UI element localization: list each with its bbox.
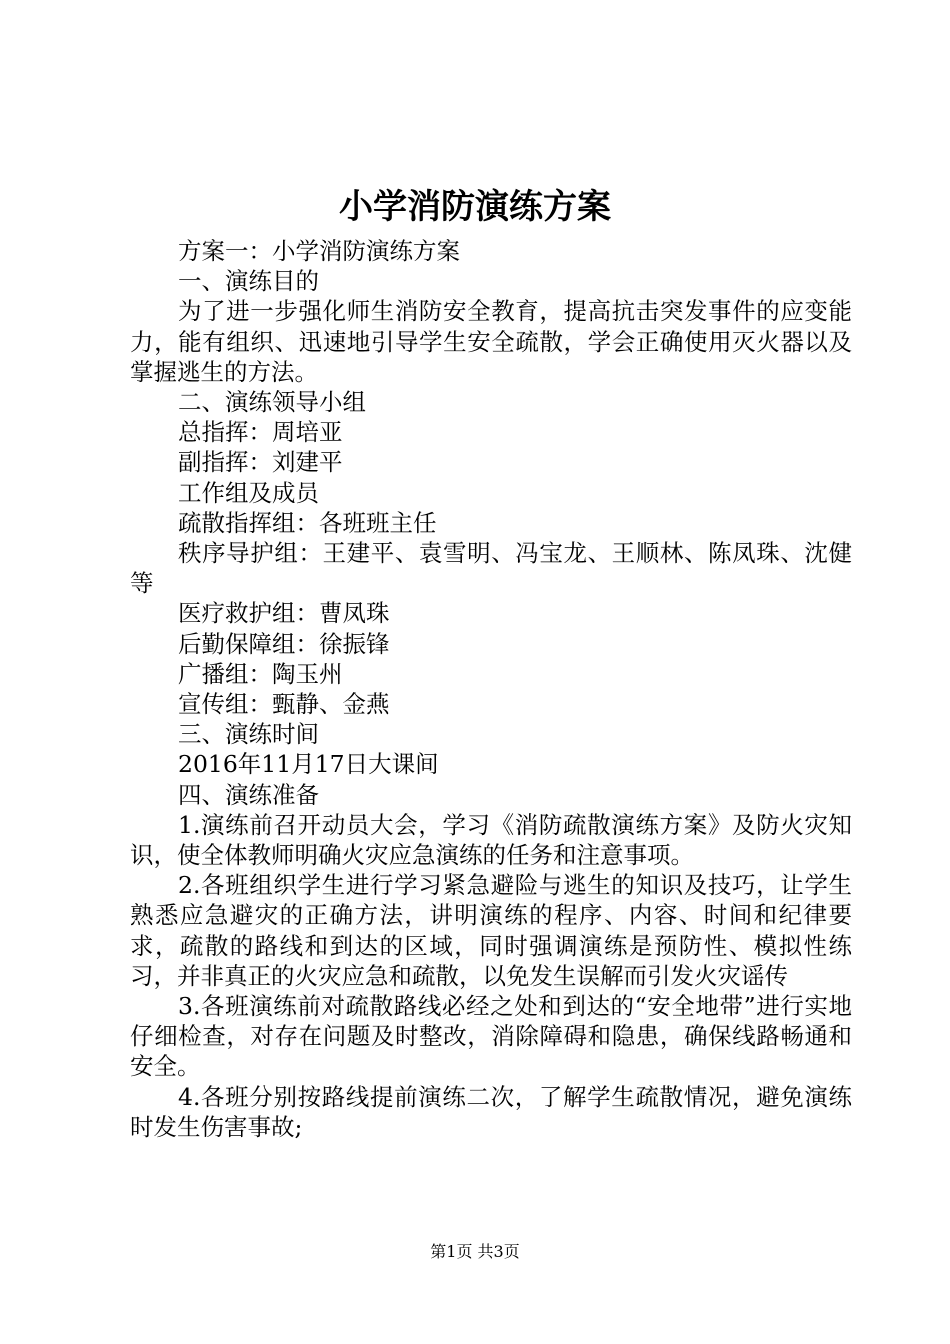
paragraph-purpose: 为了进一步强化师生消防安全教育，提高抗击突发事件的应变能力，能有组织、迅速地引导学生安全疏散，学会正确使用灭火器以及掌握逃生的方法。 (130, 297, 852, 386)
section-heading-purpose: 一、演练目的 (178, 267, 319, 296)
page-number: 第1页 共3页 (430, 1242, 520, 1261)
document-title: 小学消防演练方案 (339, 187, 611, 227)
paragraph-prep-2: 2.各班组织学生进行学习紧急避险与逃生的知识及技巧，让学生熟悉应急避灾的正确方法，讲明演练的程序、内容、时间和纪律要求，疏散的路线和到达的区域，同时强调演练是预防性、模拟性练习，并非真正的火灾应急和疏散，以免发生误解而引发火灾谣传 (130, 871, 852, 990)
paragraph-prep-1: 1.演练前召开动员大会，学习《消防疏散演练方案》及防火灾知识，使全体教师明确火灾应急演练的任务和注意事项。 (130, 810, 852, 870)
paragraph-publicity-group: 宣传组：甄静、金燕 (178, 690, 390, 719)
paragraph-workgroups: 工作组及成员 (178, 478, 319, 507)
paragraph-prep-3: 3.各班演练前对疏散路线必经之处和到达的“安全地带”进行实地仔细检查，对存在问题及时整改，消除障碍和隐患，确保线路畅通和安全。 (130, 992, 852, 1081)
paragraph-commander: 总指挥：周培亚 (178, 418, 343, 447)
section-heading-time: 三、演练时间 (178, 720, 319, 749)
paragraph-logistics-group: 后勤保障组：徐振锋 (178, 629, 390, 658)
section-heading-preparation: 四、演练准备 (178, 780, 319, 809)
section-heading-leadership: 二、演练领导小组 (178, 388, 366, 417)
paragraph-plan-heading: 方案一：小学消防演练方案 (178, 237, 460, 265)
paragraph-medical-group: 医疗救护组：曹凤珠 (178, 599, 390, 628)
paragraph-order-group: 秩序导护组：王建平、袁雪明、冯宝龙、王顺林、陈凤珠、沈健等 (130, 539, 852, 598)
paragraph-evacuation-group: 疏散指挥组：各班班主任 (178, 508, 437, 537)
paragraph-deputy-commander: 副指挥：刘建平 (178, 448, 343, 477)
paragraph-prep-4: 4.各班分别按路线提前演练二次，了解学生疏散情况，避免演练时发生伤害事故; (130, 1082, 852, 1141)
document-body (130, 236, 852, 1142)
paragraph-broadcast-group: 广播组：陶玉州 (178, 659, 343, 688)
paragraph-date: 2016年11月17日大课间 (178, 750, 439, 779)
